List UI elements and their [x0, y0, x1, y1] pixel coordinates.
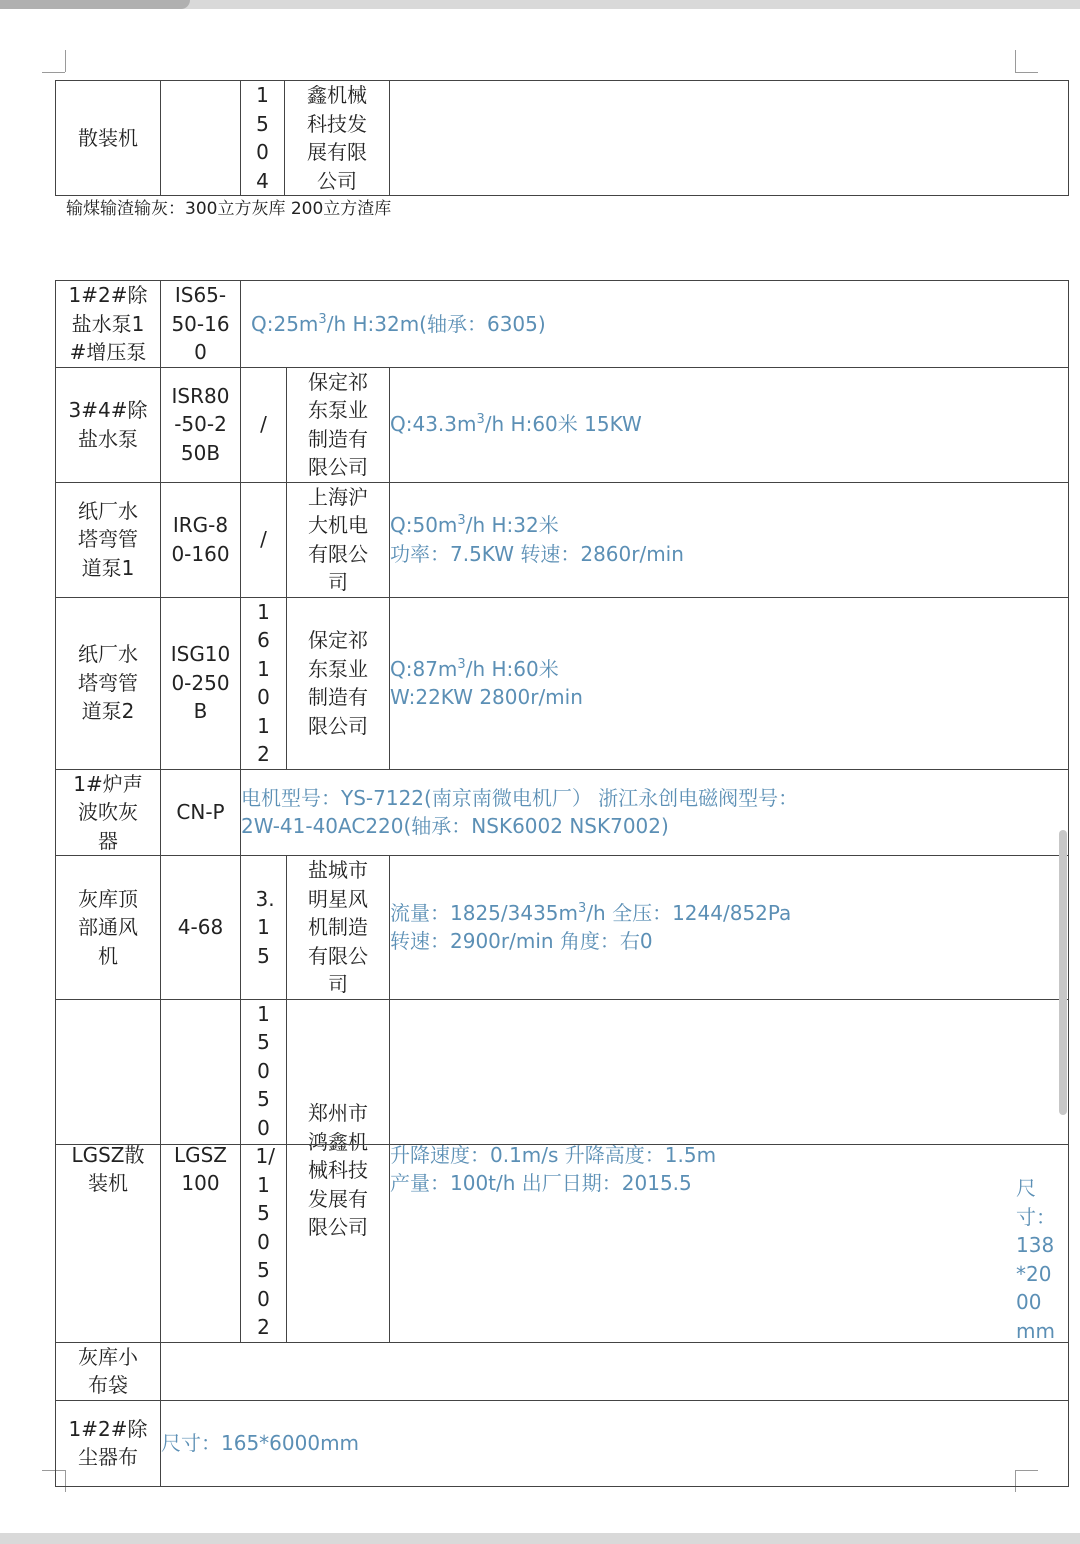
spec-line: 产量：100t/h 出厂日期：2015.5: [390, 1171, 692, 1195]
equipment-name: 灰库小布袋: [56, 1342, 161, 1400]
spec-line: 升降速度：0.1m/s 升降高度：1.5m: [390, 1142, 717, 1167]
equipment-spec: [390, 597, 1069, 769]
spec-line: $Q:25m^3/h$ H:32m(轴承：6305): [251, 311, 546, 336]
spec-line: 转速：2900r/min 角度：右0: [390, 929, 653, 954]
equipment-number: 161012: [241, 597, 287, 769]
equipment-number: /: [241, 482, 287, 597]
table-row: [56, 367, 1069, 482]
equipment-maker: 盐城市明星风机制造有限公司: [287, 856, 390, 1000]
equipment-maker: 保定祁东泵业制造有限公司: [287, 367, 390, 482]
crop-mark-top-right: [1015, 50, 1016, 72]
crop-mark-top-left-h: [42, 72, 65, 73]
equipment-spec: [390, 482, 1069, 597]
table-row: [56, 856, 1069, 1000]
table-row: [56, 1400, 1069, 1486]
equipment-name: 1#炉声波吹灰器: [56, 769, 161, 856]
crop-mark-top-right-h: [1015, 72, 1038, 73]
spec-line: 流量：$1825/3435m^3/h$ 全压：1244/852Pa: [390, 900, 792, 925]
equipment-name: 散装机: [56, 81, 161, 196]
equipment-table-top: [55, 80, 1069, 196]
spec-line: 2W-41-40AC220(轴承：NSK6002 NSK7002): [241, 814, 669, 839]
table-row: [56, 281, 1069, 368]
equipment-model: ISR80-50-250B: [161, 367, 241, 482]
table-row: [56, 769, 1069, 856]
equipment-name: 1#2#除尘器布: [56, 1400, 161, 1486]
equipment-model: IRG-80-160: [161, 482, 241, 597]
equipment-name: 3#4#除盐水泵: [56, 367, 161, 482]
equipment-maker: 保定祁东泵业制造有限公司: [287, 597, 390, 769]
table-row: [56, 482, 1069, 597]
equipment-model: LGSZ100: [161, 999, 241, 1342]
equipment-spec: [390, 81, 1069, 196]
side-spec-text: 尺寸：138*2000mm: [1016, 1176, 1056, 1343]
equipment-model: [161, 81, 241, 196]
section-caption: 输煤输渣输灰：300立方灰库 200立方渣库: [66, 199, 392, 219]
equipment-number: 3.15: [241, 856, 287, 1000]
spec-line: $Q:87m^3/h$ H:60米: [390, 656, 559, 681]
equipment-maker: 郑州市鸿鑫机械科技发展有限公司: [287, 999, 390, 1342]
equipment-name: LGSZ散装机: [56, 999, 161, 1342]
viewer-tab[interactable]: [0, 0, 190, 9]
equipment-name: 1#2#除盐水泵1#增压泵: [56, 281, 161, 368]
equipment-name: 灰库顶部通风机: [56, 856, 161, 1000]
equipment-model: 4-68: [161, 856, 241, 1000]
equipment-spec: [390, 856, 1069, 1000]
viewer-top-bar: [0, 0, 1080, 9]
spec-line: W:22KW 2800r/min: [390, 685, 583, 709]
equipment-maker: 上海沪大机电有限公司: [287, 482, 390, 597]
equipment-number: 150501/150502: [241, 999, 287, 1342]
spec-line: $Q:43.3m^3/h$ H:60米 15KW: [390, 412, 642, 437]
equipment-model: IS65-50-160: [161, 281, 241, 368]
equipment-spec-empty: [161, 1342, 1069, 1400]
equipment-name: 纸厂水塔弯管道泵1: [56, 482, 161, 597]
equipment-name: 纸厂水塔弯管道泵2: [56, 597, 161, 769]
table-row: [56, 1342, 1069, 1400]
equipment-spec: [241, 281, 1069, 368]
table-row: [56, 81, 1069, 196]
equipment-table: [55, 280, 1069, 1487]
spec-line: 尺寸：165*6000mm: [161, 1430, 360, 1455]
spec-line: $Q:50m^3/h$ H:32米: [390, 513, 559, 537]
crop-mark-top-left: [65, 50, 66, 72]
equipment-maker: 鑫机械科技发展有限公司: [285, 81, 390, 196]
equipment-model: CN-P: [161, 769, 241, 856]
table-row: [56, 999, 1069, 1342]
spec-line: 电机型号：YS-7122(南京南微电机厂） 浙江永创电磁阀型号：: [241, 785, 799, 810]
spec-line: 功率：7.5KW 转速：2860r/min: [390, 541, 684, 566]
equipment-spec: [390, 367, 1069, 482]
equipment-number: /: [241, 367, 287, 482]
equipment-model: ISG100-250B: [161, 597, 241, 769]
equipment-spec: [161, 1400, 1069, 1486]
equipment-spec: [241, 769, 1069, 856]
table-overlay-line: [55, 1144, 1069, 1145]
table-row: [56, 597, 1069, 769]
equipment-number: 1504: [241, 81, 285, 196]
viewer-bottom-bar: [0, 1533, 1080, 1544]
equipment-spec: [390, 999, 1069, 1342]
scrollbar-thumb[interactable]: [1059, 830, 1067, 1115]
